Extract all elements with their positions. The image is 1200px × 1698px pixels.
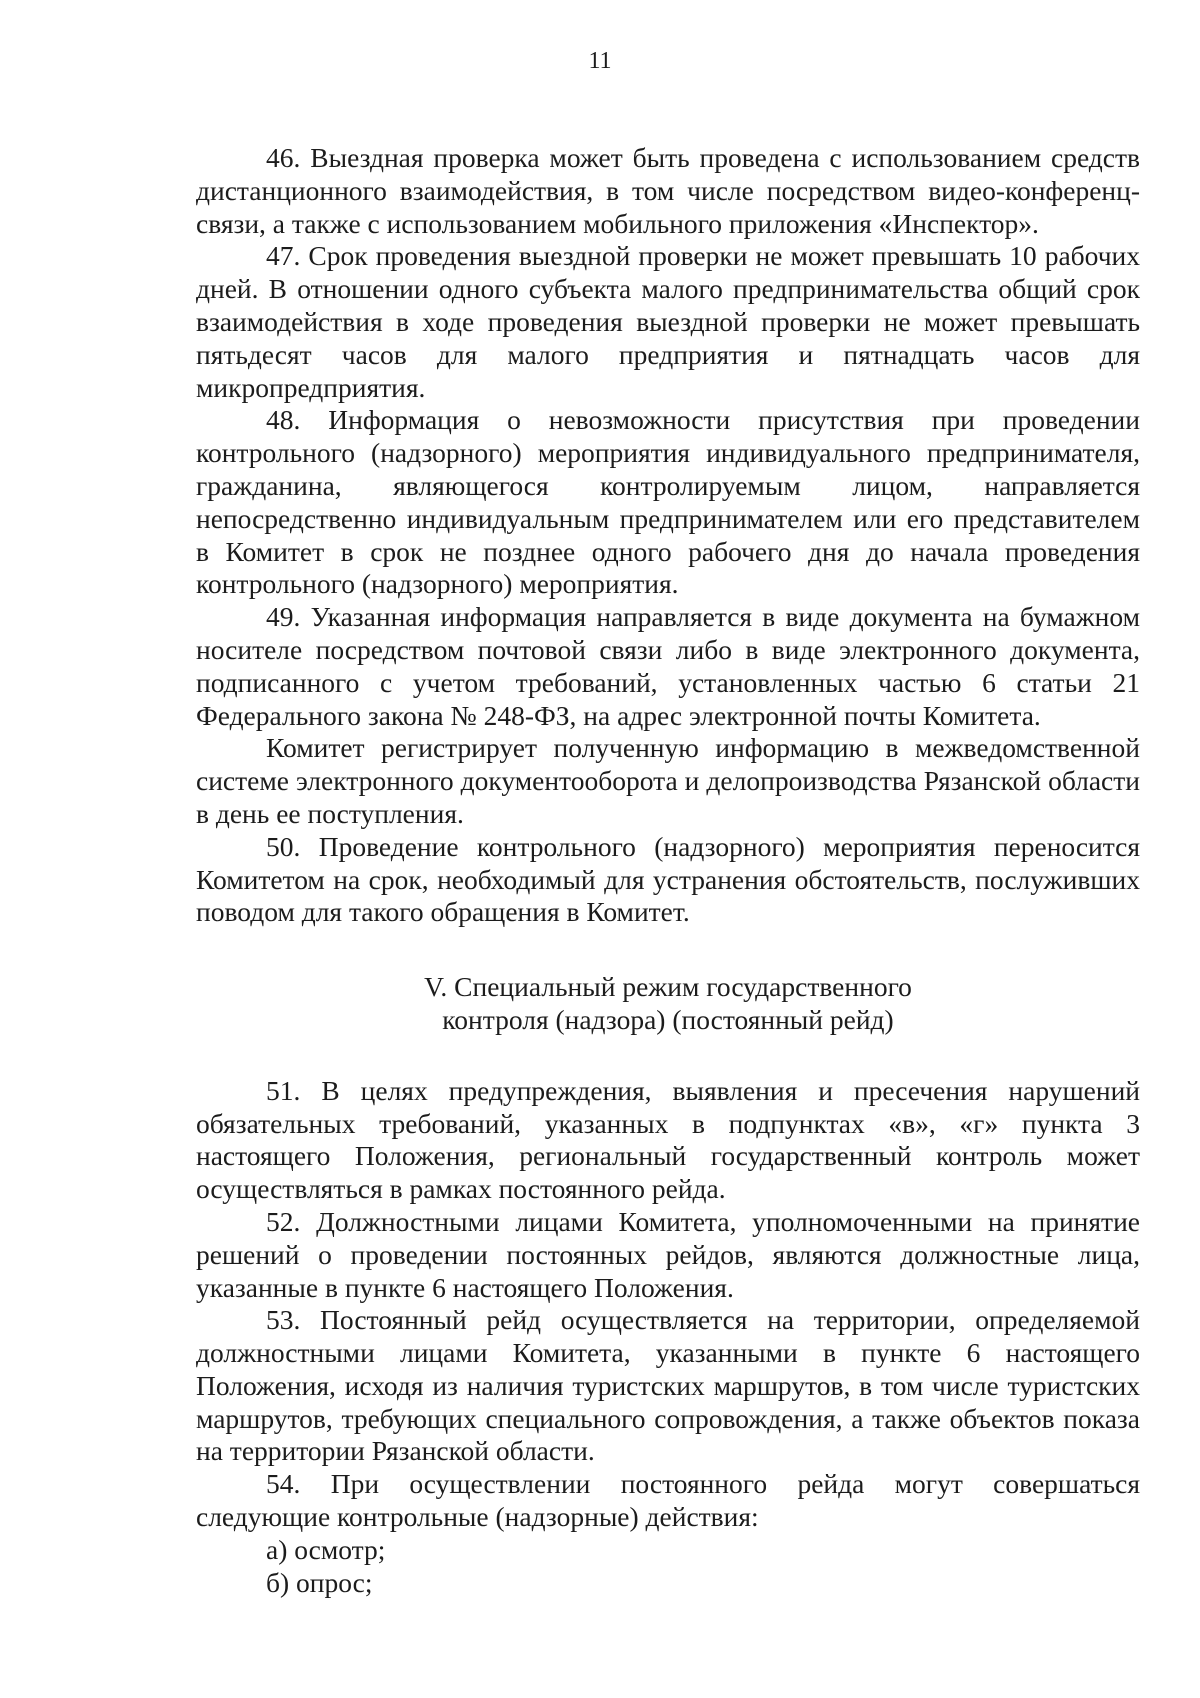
list-item-a: а) осмотр; xyxy=(266,1533,386,1565)
page-number: 11 xyxy=(588,48,612,74)
paragraph-50: 50. Проведение контрольного (надзорного) мероприятия переносится Комитетом на срок, необходимый для устранения обстоятельств, послуживших поводом для такого обращения в Комитет. xyxy=(196,830,1140,928)
paragraph-49: 49. Указанная информация направляется в виде документа на бумажном носителе посредством почтовой связи либо в виде электронного документа, подписанного с учетом требований, установленных частью 6 статьи 21 Федерального закона № 248-ФЗ, на адрес электронной почты Комитета. xyxy=(196,601,1140,731)
paragraph-48: 48. Информация о невозможности присутствия при проведении контрольного (надзорного) мероприятия индивидуального предпринимателя, гражданина, являющегося контролируемым лицом, направляется непосредственно индивидуальным предпринимателем или его представителем в Комитет в срок не позднее одного рабочего дня до начала проведения контрольного (надзорного) мероприятия. xyxy=(196,404,1140,600)
paragraph-53: 53. Постоянный рейд осуществляется на территории, определяемой должностными лицами Комитета, указанными в пункте 6 настоящего Положения, исходя из наличия туристских маршрутов, в том числе туристских маршрутов, требующих специального сопровождения, а также объектов показа на территории Рязанской области. xyxy=(196,1304,1140,1467)
document-body xyxy=(196,142,1140,1599)
paragraph-52: 52. Должностными лицами Комитета, уполномоченными на принятие решений о проведении постоянных рейдов, являются должностные лица, указанные в пункте 6 настоящего Положения. xyxy=(196,1205,1140,1303)
list-item-b: б) опрос; xyxy=(266,1566,373,1598)
paragraph-54: 54. При осуществлении постоянного рейда могут совершаться следующие контрольные (надзорные) действия: xyxy=(196,1468,1140,1533)
paragraph-51: 51. В целях предупреждения, выявления и пресечения нарушений обязательных требований, указанных в подпунктах «в», «г» пункта 3 настоящего Положения, региональный государственный контроль может осуществляться в рамках постоянного рейда. xyxy=(196,1074,1140,1205)
section-heading-line-2: контроля (надзора) (постоянный рейд) xyxy=(442,1003,894,1035)
paragraph-47: 47. Срок проведения выездной проверки не может превышать 10 рабочих дней. В отношении одного субъекта малого предпринимательства общий срок взаимодействия в ходе проведения выездной проверки не может превышать пятьдесят часов для малого предприятия и пятнадцать часов для микропредприятия. xyxy=(196,240,1140,403)
paragraph-46: 46. Выездная проверка может быть проведена с использованием средств дистанционного взаимодействия, в том числе посредством видео-конференц-связи, а также с использованием мобильного приложения «Инспектор». xyxy=(196,142,1140,239)
section-heading xyxy=(196,971,1140,1037)
section-heading-line-1: V. Специальный режим государственного xyxy=(424,971,912,1003)
paragraph-49-continuation: Комитет регистрирует полученную информацию в межведомственной системе электронного документооборота и делопроизводства Рязанской области в день ее поступления. xyxy=(196,732,1140,829)
